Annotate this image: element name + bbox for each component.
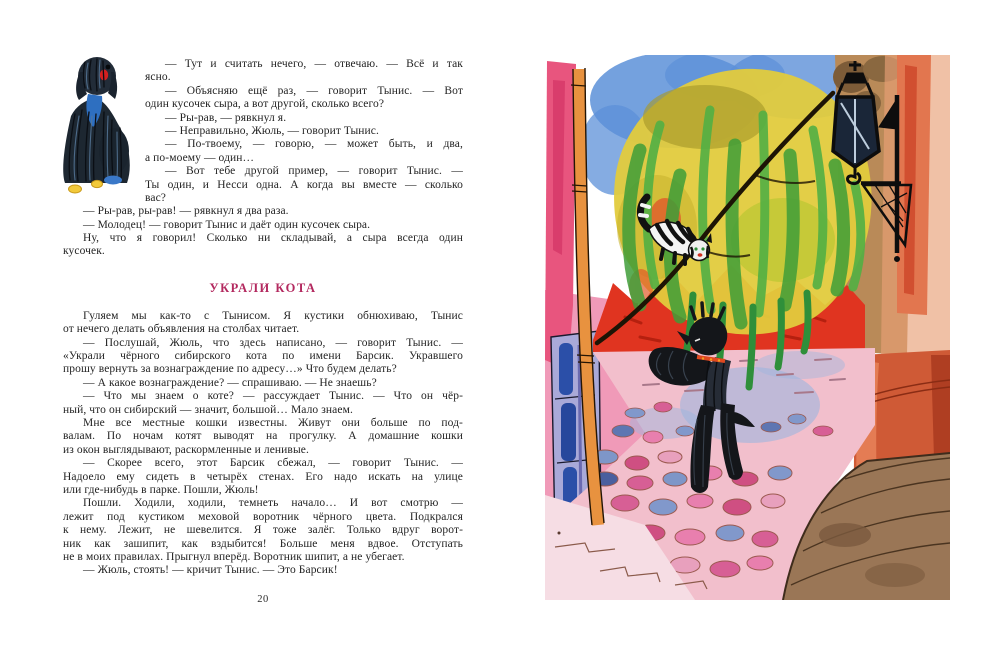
text-line: — По-твоему, — говорю, — может быть, и два,	[165, 138, 463, 151]
text-line: ный, что он сибирский — значит, большой… Мало знаем.	[63, 403, 353, 416]
text-line: Ты один, и Несси одна. А когда вы вместе — сколько	[145, 178, 463, 191]
story-text	[63, 58, 463, 578]
text-section-after-heading	[63, 310, 463, 578]
crimson-wall-strip	[545, 61, 576, 370]
text-line: лежит под кустиком меховой воротник чёрного цвета. Подкрался	[63, 510, 463, 523]
text-line: или где-нибудь в парке. Пошли, Жюль!	[63, 483, 259, 496]
street-scene-illustration	[545, 55, 950, 600]
text-line: — Послушай, Жюль, что здесь написано, — говорит Тынис. —	[83, 336, 463, 349]
text-line: — Молодец! — говорит Тынис и даёт один кусочек сыра.	[83, 218, 371, 231]
text-line: — Объясняю ещё раз, — говорит Тынис. — Вот	[165, 84, 463, 97]
text-line: прошу вернуть за вознаграждение по адресу…» Что будем делать?	[63, 363, 397, 376]
text-line: Пошли. Ходили, ходили, темнеть начало… И вот смотрю —	[83, 497, 463, 510]
text-line: — Ры-рав, ры-рав! — рявкнул я два раза.	[83, 205, 289, 218]
text-line: не в моих правилах. Прыгнул вперёд. Воротник шипит, а не убегает.	[63, 550, 405, 563]
text-line: от нечего делать объявления на столбах читает.	[63, 323, 300, 336]
text-line: ясно.	[145, 71, 171, 84]
text-line: — А какое вознаграждение? — спрашиваю. — Не знаешь?	[83, 376, 377, 389]
text-line: — Что мы знаем о коте? — рассуждает Тынис. — Что он чёр-	[83, 390, 463, 403]
text-line: один кусочек сыра, а вот другой, сколько всего?	[145, 98, 385, 111]
text-line: Гуляем мы как-то с Тынисом. Я кустики обнюхиваю, Тынис	[83, 309, 463, 322]
text-line: — Жюль, стоять! — кричит Тынис. — Это Барсик!	[83, 564, 338, 577]
text-section-wrapped	[145, 58, 463, 205]
text-line: «Украли чёрного сибирского кота по имени Барсик. Укравшего	[63, 350, 463, 363]
text-line: а по-моему — один…	[145, 151, 255, 164]
text-line: Мне все местные кошки известны. Живут они больше по под-	[83, 416, 463, 429]
chapter-heading: УКРАЛИ КОТА	[209, 280, 317, 295]
text-line: к нему. Лежит, не шевелится. Я тоже залёг. Только вдруг ворот-	[63, 524, 463, 537]
text-line: вас?	[145, 191, 166, 204]
text-line: из окон выглядывают, раскормленные и ленивые.	[63, 443, 309, 456]
text-line: ник как зашипит, как вздыбится! Больше меня вдвое. Отступать	[63, 537, 463, 550]
text-section-before-heading	[63, 205, 463, 259]
text-line: — Тут и считать нечего, — отвечаю. — Всё и так	[165, 58, 463, 70]
text-line: кусочек.	[63, 245, 105, 258]
text-line: — Вот тебе другой пример, — говорит Тынис. —	[165, 165, 463, 178]
text-line: Надоело ему сидеть в четырёх стенах. Его надо искать на улице	[63, 470, 463, 483]
text-line: валам. По ночам котят выводят на прогулку. А домашние кошки	[63, 430, 463, 443]
text-line: — Скорее всего, этот Барсик сбежал, — говорит Тынис. —	[83, 457, 463, 470]
text-line: — Неправильно, Жюль, — говорит Тынис.	[165, 124, 379, 137]
text-line: — Ры-рав, — рявкнул я.	[165, 111, 287, 124]
text-line: Ну, что я говорил! Сколько ни складывай, а сыра всегда один	[83, 232, 463, 245]
page-number: 20	[257, 594, 269, 605]
